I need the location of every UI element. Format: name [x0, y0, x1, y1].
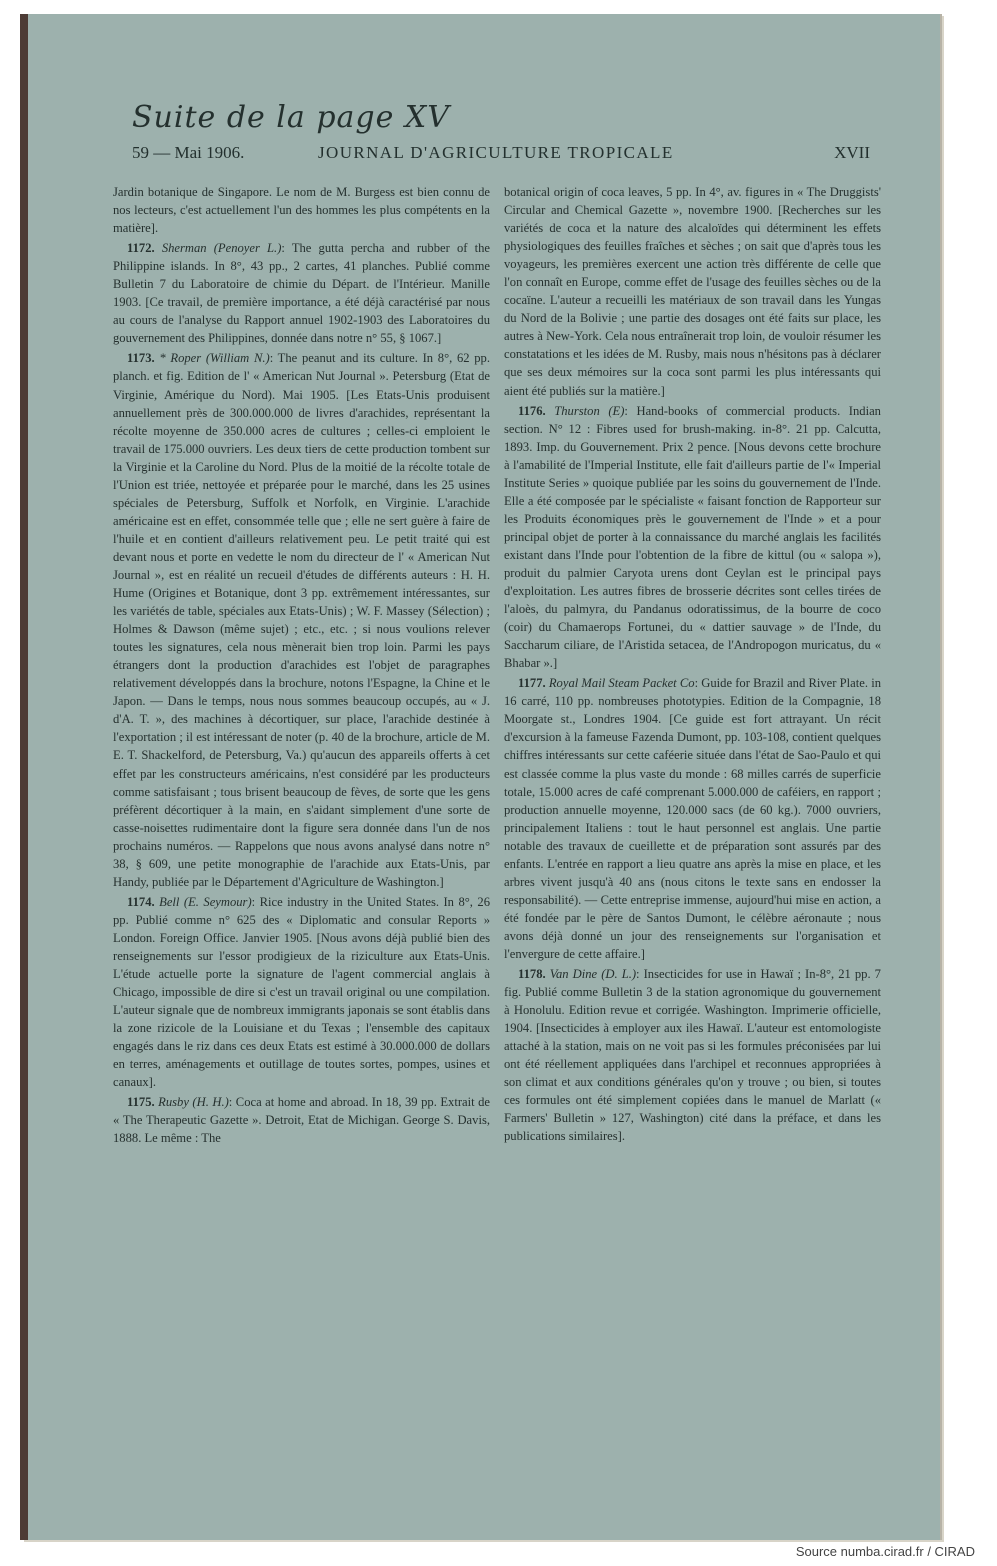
- entry-author: * Roper (William N.): [159, 351, 270, 366]
- entry-text: : The gutta percha and rubber of the Philippine islands. In 8°, 43 pp., 2 cartes, 41 planches. Publié comme Bulletin 7 du Laboratoire de chimie du Départ. de l'Intérieur. Manille 1903. [Ce travail, de première importance, a été déjà caractérisé par nous au cours de l'analyse du Rapport annuel 1902-1903 des Laboratoires du gouvernement des Philippines, donnée dans notre n° 55, § 1067.]: [113, 241, 490, 346]
- entry-text: : Hand-books of commercial products. Indian section. N° 12 : Fibres used for brush-making. in-8°. 21 pp. Calcutta, 1893. Imp. du Gouvernement. Prix 2 pence. [Nous devons cette brochure à l'amabilité de l'Imperial Institute, elle fait d'ailleurs partie de l'« Imperial Institute Series » quoique publiée par les soins du gouvernement de l'Inde. Elle a été composée par le spécialiste « faisant fonction de Rapporteur sur les Produits économiques près le gouvernement de l'Inde » et a pour principal objet de porter à la connaissance du marché anglais les facilités existant dans l'Inde pour l'obtention de la fibre de kittul (ou « salopa »), produit du palmier Caryota urens dont Ceylan est le principal pays d'exploitation. Les autres fibres de brosserie décrites sont celles tirées de l'aloès, du palmyra, du Pandanus odoratissimus, de la bourre de coco (coir) du Chamaerops Fortunei, du « dattier sauvage » de l'Inde, du Saccharum ciliare, de l'Aristida setacea, de l'Andropogon muricatus, du « Bhabar ».]: [504, 403, 881, 671]
- bibliography-entry-1178: [504, 965, 881, 1145]
- left-column-intro: Jardin botanique de Singapore. Le nom de M. Burgess est bien connu de nos lecteurs, c'est actuellement l'un des hommes les plus compétents en la matière].: [113, 185, 490, 236]
- entry-author: Royal Mail Steam Packet Co: [548, 676, 695, 691]
- bibliography-entry-1174: [113, 893, 490, 1092]
- issue-date: 59 — Mai 1906.: [132, 143, 245, 162]
- page-number: XVII: [834, 143, 870, 162]
- entry-author: Rusby (H. H.): [158, 1095, 229, 1110]
- left-column: [113, 183, 490, 1403]
- entry-text: : The peanut and its culture. In 8°, 62 pp. planch. et fig. Edition de l' « American Nut Journal ». Petersburg (Etat de Virginie, Amérique du Nord). Mai 1905. [Les Etats-Unis produisent annuellement près de 300.000.000 de livres d'arachides, représentant la récolte moyenne de 350.000 acres de cultures ; celles-ci emploient le travail de 175.000 ouvriers. Les deux tiers de cette production tombent sur la Virginie et la Caroline du Nord. Plus de la moitié de la récolte totale de l'Union est triée, nettoyée et préparée pour le marché, dans les 25 usines spéciales de Petersburg, Suffolk et Norfolk, en Virginie. L'arachide américaine est en effet, consommée telle que ; elle ne sert guère à faire de l'huile et en contient d'ailleurs relativement peu. Le petit traité qui est devant nous et porte en vedette le nom du directeur de l' « American Nut Journal », est en réalité un recueil d'études de différents auteurs : H. H. Hume (Origines et Botanique, dont 3 pp. extrêmement intéressantes, sur les variétés de table, spéciales aux Etats-Unis) ; W. F. Massey (Sélection) ; Holmes & Dawson (même sujet) ; etc., etc. ; si nous voulions relever toutes les signatures, cela nous mènerait bien trop loin. Parmi les pays étrangers dont la production d'arachides est l'objet de paragraphes relativement développés dans la brochure, notons l'Espagne, la Chine et le Japon. — Dans le temps, nous nous sommes beaucoup occupés, au « J. d'A. T. », des machines à décortiquer, sur place, l'arachide destinée à l'exportation ; il est intéressant de noter (p. 40 de la brochure, article de M. E. T. Shackelford, de Petersburg, Va.) qu'aucun des appareils offerts à cet effet par les constructeurs américains, n'est considéré par les producteurs comme satisfaisant ; tous brisent beaucoup de fèves, de sorte que les gens préfèrent décortiquer à la main, en s'aidant simplement d'une sorte de casse-noisettes rudimentaire dont la figure sera donnée dans l'un de nos prochains numéros. — Rappelons que nous avons analysé dans notre n° 38, § 609, une petite monographie de l'arachide aux Etats-Unis, par Handy, publiée par le Département d'Agriculture de Washington.]: [113, 351, 490, 889]
- entry-text: : Rice industry in the United States. In 8°, 26 pp. Publié comme n° 625 des « Diplomatic and consular Reports » London. Foreign Office. Janvier 1905. [Nous avons déjà publié bien des renseignements sur l'essor prodigieux de la riziculture aux Etats-Unis. L'étude actuelle porte la signature de l'agent commercial anglais à Chicago, impossible de dire si c'est un travail original ou une compilation. L'auteur signale que de nombreux immigrants japonais se sont établis dans la zone rizicole de la Louisiane et du Texas ; l'ensemble des capitaux engagés dans le riz dans ces deux Etats est estimé à 30.000.000 de dollars en terres, aménagements et outillage de toutes sortes, pompes, usines et canaux].: [113, 894, 490, 1090]
- entry-author: Bell (E. Seymour): [159, 894, 252, 909]
- entry-text: : Coca at home and abroad. In 18, 39 pp. Extrait de « The Therapeutic Gazette ». Detroit, Etat de Michigan. George S. Davis, 1888. Le même : The: [113, 1095, 490, 1146]
- bibliography-entry-1176: [504, 402, 881, 673]
- entry-author: Thurston (E): [554, 403, 625, 418]
- bibliography-entry-1173: [113, 349, 490, 890]
- entry-number: 1178.: [518, 967, 546, 982]
- source-credit: Source numba.cirad.fr / CIRAD: [795, 1544, 975, 1559]
- entry-number: 1177.: [518, 676, 546, 691]
- entry-number: 1174.: [127, 894, 155, 909]
- running-header: [132, 143, 870, 167]
- entry-number: 1172.: [127, 241, 155, 256]
- entry-author: Van Dine (D. L.): [549, 967, 637, 982]
- journal-title: JOURNAL D'AGRICULTURE TROPICALE: [318, 143, 674, 162]
- entry-text: : Insecticides for use in Hawaï ; In-8°, 21 pp. 7 fig. Publié comme Bulletin 3 de la station agronomique du gouvernement à Honolulu. Edition revue et corrigée. Washington. Imprimerie officielle, 1904. [Insecticides à employer aux iles Hawaï. L'auteur est entomologiste attaché à la station, mais on ne voit pas si les formules préconisées par lui ont été réellement appliquées dans l'archipel et reconnues appropriées à son climat et aux conditions générales qu'on y trouve ; ou bien, si toutes ces formules ont été simplement copiées dans le manuel de Marlatt (« Farmers' Bulletin » 127, Washington) cité dans la préface, et dans les publications similaires].: [504, 967, 881, 1144]
- right-column-continuation: botanical origin of coca leaves, 5 pp. In 4°, av. figures in « The Druggists' Circular and Chemical Gazette », novembre 1900. [Recherches sur les variétés de coca et la nature des alcaloïdes qui déterminent les effets physiologiques des feuilles fraîches et sèches ; on sait que d'après tous les voyageurs, les premières exercent une action très différente de celle que l'on connaît en Europe, comme effet de l'usage des feuilles sèches ou de la cocaïne. L'auteur a recueilli les matériaux de son travail dans les Yungas du Nord de la Bolivie ; une partie des dosages ont été faits sur place, les autres à New-York. Cela nous entraînerait trop loin, de vouloir résumer les constatations et les idées de M. Rusby, mais nous n'hésitons pas à déclarer que ses deux mémoires sur la coca sont parmi les plus intéressants qui aient été publiés sur la matière.]: [504, 185, 881, 398]
- entry-number: 1175.: [127, 1095, 155, 1110]
- entry-author: Sherman (Penoyer L.): [161, 241, 282, 256]
- bibliography-entry-1172: [113, 239, 490, 347]
- bibliography-entry-1177: [504, 674, 881, 963]
- entry-number: 1176.: [518, 403, 546, 418]
- bibliography-entry-1175: [113, 1093, 490, 1147]
- entry-number: 1173.: [127, 351, 155, 366]
- entry-text: : Guide for Brazil and River Plate. in 16 carré, 110 pp. nombreuses phototypies. Edition de la Compagnie, 18 Moorgate st., Londres 1904. [Ce guide est fort attrayant. Un récit d'excursion à la fameuse Fazenda Dumont, pp. 103-108, contient quelques chiffres intéressants sur cette caféerie située dans l'état de Sao-Paulo et qui est classée comme la plus vaste du monde : 68 milles carrés de superficie totale, 15.000 acres de café comprenant 5.000.000 de caféiers, en rapport ; production annuelle moyenne, 120.000 sacs (de 60 kg.). 7000 ouvriers, principalement Italiens : tout le haut personnel est anglais. Une partie notable des travaux de cueillette et de préparation sont assurés par des enfants. L'entrée en rapport a lieu quatre ans après la mise en place, et les arbres vivent jusqu'à 40 ans (nous citons le texte sans en endosser la responsabilité). — Cette entreprise immense, aujourd'hui mise en action, a été fondée par le père de Santos Dumont, le célèbre aéronaute ; nous avons déjà donné un jour des renseignements sur l'organisation et l'envergure de cette affaire.]: [504, 676, 881, 961]
- right-column: [504, 183, 881, 1403]
- handwritten-note: Suite de la page XV: [132, 100, 450, 135]
